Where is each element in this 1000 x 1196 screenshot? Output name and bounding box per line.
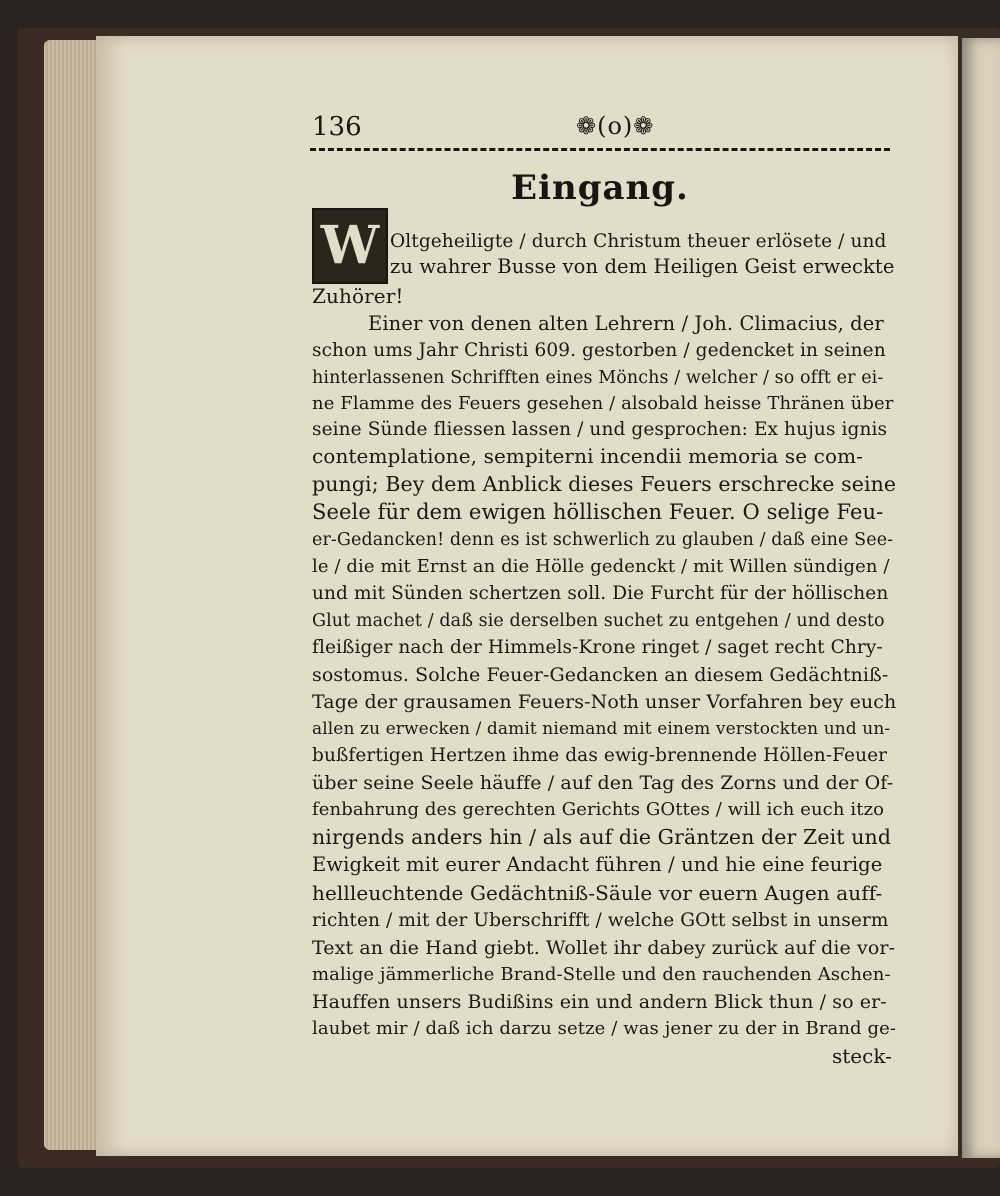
text-line: Oltgeheiligte / durch Christum theuer erlösete / und [390,231,887,252]
decorated-initial: W [312,208,388,284]
text-line: seine Sünde fliessen lassen / und gesprochen: Ex hujus ignis [312,419,888,440]
text-line: fleißiger nach der Himmels-Krone ringet / saget recht Chry- [312,637,883,658]
text-line: Zuhörer! [312,284,404,308]
facing-page-edge [962,38,1000,1158]
text-line: allen zu erwecken / damit niemand mit einem verstockten und un- [312,719,891,739]
header-ornament: ❁(o)❁ [576,112,655,140]
text-line: hellleuchtende Gedächtniß-Säule vor euern Augen auff- [312,881,883,905]
page-number: 136 [312,112,362,142]
text-line: ne Flamme des Feuers gesehen / alsobald heisse Thränen über [312,393,894,414]
text-line: malige jämmerliche Brand-Stelle und den rauchenden Aschen- [312,964,891,985]
text-line: pungi; Bey dem Anblick dieses Feuers erschrecke seine [312,472,897,496]
text-line: nirgends anders hin / als auf die Gräntzen der Zeit und [312,825,892,849]
text-line: schon ums Jahr Christi 609. gestorben / gedencket in seinen [312,340,886,361]
text-line: er-Gedancken! denn es ist schwerlich zu glauben / daß eine See- [312,530,894,550]
text-line: Text an die Hand giebt. Wollet ihr dabey zurück auf die vor- [312,937,896,959]
text-line: Einer von denen alten Lehrern / Joh. Climacius, der [368,312,884,335]
text-line: Ewigkeit mit eurer Andacht führen / und hie eine feurige [312,853,883,876]
text-line: bußfertigen Hertzen ihme das ewig-brennende Höllen-Feuer [312,745,888,766]
text-line: Tage der grausamen Feuers-Noth unser Vorfahren bey euch [312,691,897,713]
text-line: zu wahrer Busse von dem Heiligen Geist erweckte [390,255,895,278]
text-line: Hauffen unsers Budißins ein und andern Blick thun / so er- [312,991,887,1013]
text-line: Seele für dem ewigen höllischen Feuer. O selige Feu- [312,500,884,524]
text-line: über seine Seele häuffe / auf den Tag des Zorns und der Of- [312,772,894,794]
text-line: sostomus. Solche Feuer-Gedancken an diesem Gedächtniß- [312,664,889,686]
section-title: Eingang. [511,168,689,208]
header-rule [310,148,890,151]
text-line: und mit Sünden schertzen soll. Die Furcht für der höllischen [312,583,889,604]
text-line: richten / mit der Uberschrifft / welche GOtt selbst in unserm [312,910,889,931]
text-line: contemplatione, sempiterni incendii memoria se com- [312,444,864,468]
text-line: Glut machet / daß sie derselben suchet zu entgehen / und desto [312,611,885,631]
running-header [310,112,890,152]
catchword: steck- [832,1044,892,1068]
text-line: fenbahrung des gerechten Gerichts GOttes / will ich euch itzo [312,799,885,820]
text-line: le / die mit Ernst an die Hölle gedenckt / mit Willen sündigen / [312,556,890,577]
text-line: hinterlassenen Schrifften eines Mönchs / welcher / so offt er ei- [312,368,884,388]
text-line: laubet mir / daß ich darzu setze / was jener zu der in Brand ge- [312,1018,897,1039]
